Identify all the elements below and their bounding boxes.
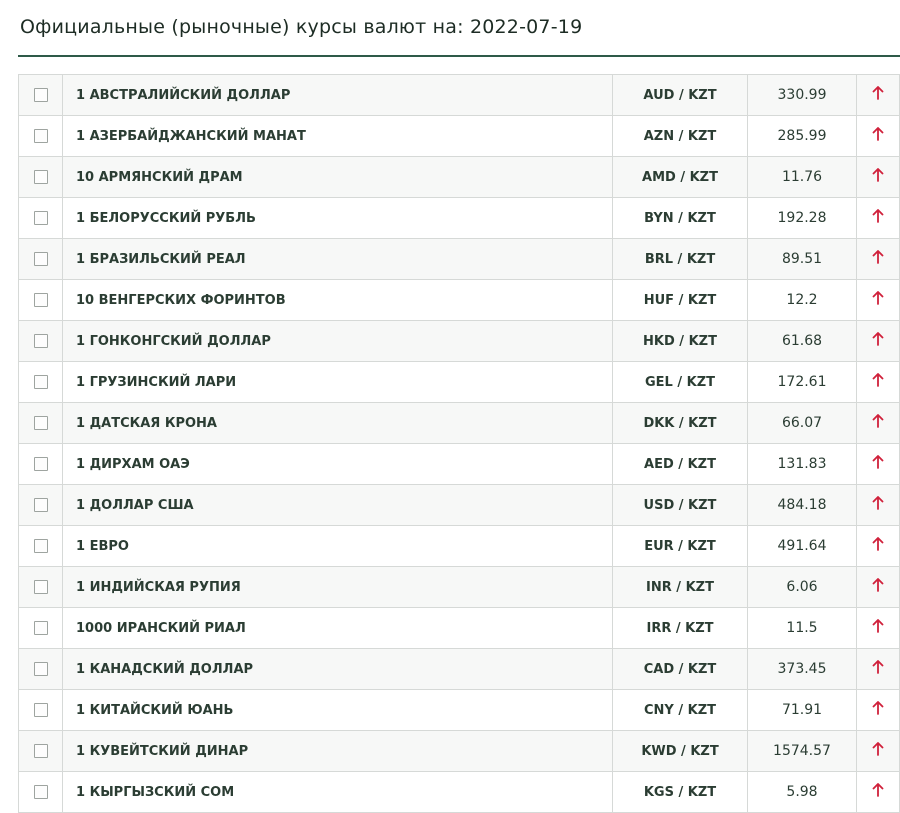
- currency-name: 1 ДОЛЛАР США: [63, 485, 613, 526]
- trend-cell: [857, 690, 900, 731]
- arrow-up-icon: [872, 209, 884, 227]
- exchange-rate: 71.91: [748, 690, 857, 731]
- currency-pair: BRL / KZT: [613, 239, 748, 280]
- table-row: [19, 608, 900, 649]
- rates-table-body: [19, 75, 900, 813]
- row-select-checkbox[interactable]: [34, 662, 48, 676]
- title-divider: [18, 55, 900, 57]
- row-select-checkbox[interactable]: [34, 457, 48, 471]
- currency-pair: CNY / KZT: [613, 690, 748, 731]
- trend-cell: [857, 198, 900, 239]
- table-row: [19, 485, 900, 526]
- arrow-up-icon: [872, 414, 884, 432]
- exchange-rate: 285.99: [748, 116, 857, 157]
- table-row: [19, 239, 900, 280]
- arrow-up-icon: [872, 291, 884, 309]
- table-row: [19, 362, 900, 403]
- arrow-up-icon: [872, 250, 884, 268]
- row-select-cell: [19, 116, 63, 157]
- currency-name: 1 ДИРХАМ ОАЭ: [63, 444, 613, 485]
- table-row: [19, 444, 900, 485]
- currency-name: 1 ГРУЗИНСКИЙ ЛАРИ: [63, 362, 613, 403]
- table-row: [19, 690, 900, 731]
- exchange-rate: 11.5: [748, 608, 857, 649]
- currency-name: 1 КИТАЙСКИЙ ЮАНЬ: [63, 690, 613, 731]
- currency-pair: USD / KZT: [613, 485, 748, 526]
- exchange-rate: 172.61: [748, 362, 857, 403]
- currency-pair: GEL / KZT: [613, 362, 748, 403]
- arrow-up-icon: [872, 332, 884, 350]
- arrow-up-icon: [872, 496, 884, 514]
- table-row: [19, 649, 900, 690]
- row-select-checkbox[interactable]: [34, 375, 48, 389]
- row-select-cell: [19, 403, 63, 444]
- currency-pair: IRR / KZT: [613, 608, 748, 649]
- arrow-up-icon: [872, 86, 884, 104]
- row-select-checkbox[interactable]: [34, 703, 48, 717]
- table-row: [19, 731, 900, 772]
- row-select-cell: [19, 649, 63, 690]
- currency-pair: DKK / KZT: [613, 403, 748, 444]
- currency-pair: AED / KZT: [613, 444, 748, 485]
- currency-pair: EUR / KZT: [613, 526, 748, 567]
- row-select-checkbox[interactable]: [34, 539, 48, 553]
- currency-name: 1 БРАЗИЛЬСКИЙ РЕАЛ: [63, 239, 613, 280]
- row-select-checkbox[interactable]: [34, 334, 48, 348]
- trend-cell: [857, 116, 900, 157]
- currency-name: 1 ИНДИЙСКАЯ РУПИЯ: [63, 567, 613, 608]
- trend-cell: [857, 608, 900, 649]
- exchange-rate: 89.51: [748, 239, 857, 280]
- arrow-up-icon: [872, 783, 884, 801]
- arrow-up-icon: [872, 619, 884, 637]
- row-select-cell: [19, 198, 63, 239]
- currency-pair: INR / KZT: [613, 567, 748, 608]
- currency-name: 1 БЕЛОРУССКИЙ РУБЛЬ: [63, 198, 613, 239]
- rates-table: [18, 74, 900, 813]
- row-select-checkbox[interactable]: [34, 129, 48, 143]
- trend-cell: [857, 157, 900, 198]
- trend-cell: [857, 526, 900, 567]
- trend-cell: [857, 649, 900, 690]
- row-select-checkbox[interactable]: [34, 416, 48, 430]
- exchange-rate: 192.28: [748, 198, 857, 239]
- row-select-checkbox[interactable]: [34, 88, 48, 102]
- row-select-checkbox[interactable]: [34, 744, 48, 758]
- row-select-cell: [19, 731, 63, 772]
- trend-cell: [857, 772, 900, 813]
- trend-cell: [857, 403, 900, 444]
- arrow-up-icon: [872, 701, 884, 719]
- arrow-up-icon: [872, 537, 884, 555]
- arrow-up-icon: [872, 127, 884, 145]
- row-select-cell: [19, 485, 63, 526]
- table-row: [19, 526, 900, 567]
- row-select-checkbox[interactable]: [34, 580, 48, 594]
- table-row: [19, 403, 900, 444]
- arrow-up-icon: [872, 455, 884, 473]
- trend-cell: [857, 567, 900, 608]
- trend-cell: [857, 731, 900, 772]
- exchange-rate: 5.98: [748, 772, 857, 813]
- row-select-checkbox[interactable]: [34, 252, 48, 266]
- table-row: [19, 75, 900, 116]
- row-select-cell: [19, 526, 63, 567]
- table-row: [19, 116, 900, 157]
- trend-cell: [857, 485, 900, 526]
- exchange-rate: 491.64: [748, 526, 857, 567]
- exchange-rate: 330.99: [748, 75, 857, 116]
- currency-pair: HUF / KZT: [613, 280, 748, 321]
- trend-cell: [857, 239, 900, 280]
- table-row: [19, 321, 900, 362]
- exchange-rate: 373.45: [748, 649, 857, 690]
- currency-pair: AUD / KZT: [613, 75, 748, 116]
- arrow-up-icon: [872, 168, 884, 186]
- currency-name: 1 ГОНКОНГСКИЙ ДОЛЛАР: [63, 321, 613, 362]
- currency-name: 1 АВСТРАЛИЙСКИЙ ДОЛЛАР: [63, 75, 613, 116]
- table-row: [19, 157, 900, 198]
- currency-name: 1000 ИРАНСКИЙ РИАЛ: [63, 608, 613, 649]
- row-select-cell: [19, 772, 63, 813]
- table-row: [19, 567, 900, 608]
- table-row: [19, 198, 900, 239]
- row-select-cell: [19, 75, 63, 116]
- arrow-up-icon: [872, 373, 884, 391]
- trend-cell: [857, 280, 900, 321]
- currency-pair: AMD / KZT: [613, 157, 748, 198]
- row-select-checkbox[interactable]: [34, 293, 48, 307]
- exchange-rate: 11.76: [748, 157, 857, 198]
- row-select-checkbox[interactable]: [34, 498, 48, 512]
- currency-name: 1 КАНАДСКИЙ ДОЛЛАР: [63, 649, 613, 690]
- currency-pair: BYN / KZT: [613, 198, 748, 239]
- row-select-cell: [19, 608, 63, 649]
- currency-name: 1 КЫРГЫЗСКИЙ СОМ: [63, 772, 613, 813]
- arrow-up-icon: [872, 578, 884, 596]
- table-row: [19, 280, 900, 321]
- row-select-cell: [19, 157, 63, 198]
- exchange-rate: 66.07: [748, 403, 857, 444]
- arrow-up-icon: [872, 660, 884, 678]
- row-select-cell: [19, 280, 63, 321]
- row-select-cell: [19, 690, 63, 731]
- row-select-checkbox[interactable]: [34, 621, 48, 635]
- currency-name: 1 АЗЕРБАЙДЖАНСКИЙ МАНАТ: [63, 116, 613, 157]
- row-select-cell: [19, 567, 63, 608]
- exchange-rate: 484.18: [748, 485, 857, 526]
- currency-pair: HKD / KZT: [613, 321, 748, 362]
- exchange-rate: 131.83: [748, 444, 857, 485]
- row-select-cell: [19, 321, 63, 362]
- currency-name: 10 АРМЯНСКИЙ ДРАМ: [63, 157, 613, 198]
- currency-name: 1 ЕВРО: [63, 526, 613, 567]
- currency-name: 10 ВЕНГЕРСКИХ ФОРИНТОВ: [63, 280, 613, 321]
- trend-cell: [857, 362, 900, 403]
- page-title: Официальные (рыночные) курсы валют на: 2022-07-19: [20, 16, 583, 38]
- arrow-up-icon: [872, 742, 884, 760]
- exchange-rate: 1574.57: [748, 731, 857, 772]
- trend-cell: [857, 75, 900, 116]
- exchange-rate: 6.06: [748, 567, 857, 608]
- currency-pair: AZN / KZT: [613, 116, 748, 157]
- row-select-cell: [19, 444, 63, 485]
- trend-cell: [857, 444, 900, 485]
- table-row: [19, 772, 900, 813]
- row-select-checkbox[interactable]: [34, 785, 48, 799]
- exchange-rate: 12.2: [748, 280, 857, 321]
- row-select-cell: [19, 362, 63, 403]
- row-select-checkbox[interactable]: [34, 211, 48, 225]
- currency-pair: KGS / KZT: [613, 772, 748, 813]
- currency-pair: CAD / KZT: [613, 649, 748, 690]
- exchange-rate: 61.68: [748, 321, 857, 362]
- row-select-checkbox[interactable]: [34, 170, 48, 184]
- trend-cell: [857, 321, 900, 362]
- currency-name: 1 КУВЕЙТСКИЙ ДИНАР: [63, 731, 613, 772]
- currency-name: 1 ДАТСКАЯ КРОНА: [63, 403, 613, 444]
- currency-pair: KWD / KZT: [613, 731, 748, 772]
- row-select-cell: [19, 239, 63, 280]
